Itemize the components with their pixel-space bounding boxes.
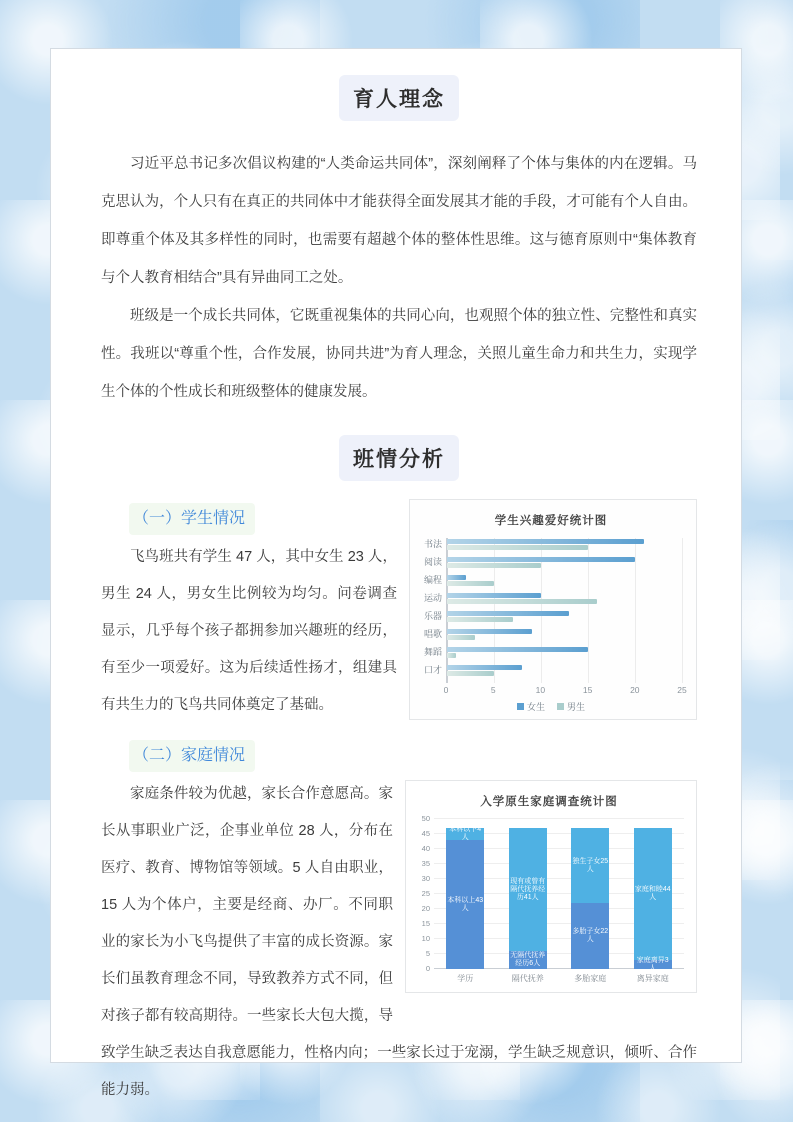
x-tick-label: 25 [677, 685, 687, 695]
boy-bar [447, 599, 597, 604]
bar-pair [447, 593, 682, 604]
families-paragraph: 家庭条件较为优越，家长合作意愿高。家长从事职业广泛，企事业单位 28 人，分布在医疗、教育、博物馆等领域。5 人自由职业，15 人为个体户，主要是经商、办厂。不同职业的家长为小飞鸟提供了丰富的成长资源。家长们虽教育理念不同，导致教养方式不同，但对孩子都有较高期待。一些家长大包大揽，导致学生缺乏表达自我意愿能力，性格内向；一些家长过于宠溺，学生缺乏规意识，倾听、合作能力弱。 [101, 786, 697, 1098]
y-tick-label: 40 [421, 844, 430, 853]
y-tick-label: 50 [421, 814, 430, 823]
boy-bar [447, 563, 541, 568]
stacked-bar [509, 819, 547, 969]
y-tick-label: 10 [421, 934, 430, 943]
bar-pair [447, 665, 682, 676]
girl-bar [447, 611, 569, 616]
students-paragraph: 飞鸟班共有学生 47 人，其中女生 23 人，男生 24 人，男女生比例较为均匀。问卷调查显示，几乎每个孩子都拥参加兴趣班的经历，有至少一项爱好。这为后续适性扬才，组建具有共生力的飞鸟共同体奠定了基础。 [101, 549, 397, 713]
category-label: 阅读 [423, 557, 442, 567]
section-families [101, 734, 697, 1109]
x-tick-label: 5 [490, 685, 496, 695]
interest-chart-legend [420, 700, 682, 713]
stacked-bar [634, 819, 672, 972]
x-tick-label: 20 [630, 685, 640, 695]
segment-label: 无隔代抚养经历6人 [510, 952, 546, 967]
interest-chart-plot [446, 538, 682, 683]
legend-item: 男生 [557, 700, 585, 713]
philosophy-paragraph-1: 习近平总书记多次倡议构建的“人类命运共同体”，深刻阐释了个体与集体的内在逻辑。马克思认为，个人只有在真正的共同体中才能获得全面发展其才能的手段，才可能有个人自由。即尊重个体及其多样性的同时，也需要有超越个体的整体性思维。这与德育原则中“集体教育与个人教育相结合”具有异曲同工之处。 [101, 156, 697, 286]
interest-chart-title: 学生兴趣爱好统计图 [494, 515, 608, 527]
y-tick-label: 25 [421, 889, 430, 898]
bar-segment [571, 828, 609, 903]
interest-chart [409, 499, 697, 720]
x-category-label: 学历 [457, 974, 474, 983]
interest-chart-xaxis [443, 685, 687, 698]
philosophy-paragraph-2: 班级是一个成长共同体，它既重视集体的共同心向，也观照个体的独立性、完整性和真实性。我班以“尊重个性，合作发展，协同共进”为育人理念，关照儿童生命力和共生力，实现学生个体的个性成长和班级整体的健康发展。 [101, 308, 697, 400]
girl-bar [447, 647, 588, 652]
y-tick-label: 15 [421, 919, 430, 928]
segment-label: 多胎子女22人 [572, 928, 609, 943]
family-chart-plot [421, 814, 684, 973]
girl-bar [447, 539, 644, 544]
bar-pair [447, 557, 682, 568]
boy-bar [447, 545, 588, 550]
girl-bar [447, 665, 522, 670]
legend-swatch [517, 703, 524, 710]
x-category-label: 多胎家庭 [574, 974, 607, 983]
segment-label: 独生子女25人 [572, 857, 609, 873]
main-title-philosophy: 育人理念 [339, 75, 459, 121]
category-label: 乐器 [423, 611, 442, 621]
girl-bar [447, 575, 466, 580]
bar-pair [447, 611, 682, 622]
category-label: 唱歌 [423, 629, 442, 639]
category-label: 书法 [423, 539, 442, 549]
segment-label: 本科以上43人 [447, 896, 484, 912]
boy-bar [447, 653, 456, 658]
segment-label: 家庭离异3人 [636, 956, 669, 972]
x-tick-label: 10 [535, 685, 546, 695]
boy-bar [447, 635, 475, 640]
family-chart-bars [434, 819, 684, 972]
bar-segment [446, 840, 484, 969]
bar-pair [447, 647, 682, 658]
x-tick-label: 15 [582, 685, 593, 695]
legend-swatch [557, 703, 564, 710]
boy-bar [447, 581, 494, 586]
interest-chart-labels [420, 538, 446, 683]
category-label: 编程 [423, 575, 442, 585]
legend-item: 女生 [517, 700, 545, 713]
y-tick-label: 20 [421, 904, 430, 913]
bar-segment [634, 956, 672, 972]
family-chart-title: 入学原生家庭调查统计图 [480, 796, 618, 808]
girl-bar [447, 557, 635, 562]
bar-segment [634, 828, 672, 960]
bar-segment [509, 951, 547, 969]
section-students [101, 497, 697, 726]
interest-chart-body [420, 538, 682, 683]
y-tick-label: 35 [421, 859, 430, 868]
y-tick-label: 5 [425, 949, 430, 958]
students-heading: （一）学生情况 [129, 503, 255, 535]
bar-pair [447, 629, 682, 640]
bar-pair [447, 575, 682, 586]
families-heading-row [101, 734, 697, 776]
segment-label: 本科以下4人 [449, 826, 482, 841]
family-chart [405, 780, 697, 993]
bar-pair [447, 539, 682, 550]
families-heading: （二）家庭情况 [129, 740, 255, 772]
y-tick-label: 45 [421, 829, 430, 838]
stacked-bar [571, 819, 609, 969]
family-chart-xaxis [434, 973, 684, 984]
stacked-bar [446, 819, 484, 969]
x-category-label: 隔代抚养 [511, 974, 544, 983]
category-label: 舞蹈 [423, 647, 442, 657]
bar-segment [446, 828, 484, 840]
boy-bar [447, 671, 494, 676]
grid-line [682, 538, 683, 683]
boy-bar [447, 617, 513, 622]
x-category-label: 离异家庭 [636, 974, 669, 983]
segment-label: 家庭和睦44人 [634, 886, 671, 901]
bar-segment [571, 903, 609, 969]
girl-bar [447, 593, 541, 598]
segment-label: 现有或曾有隔代抚养经历41人 [510, 877, 546, 901]
document-sheet [50, 48, 742, 1098]
y-tick-label: 0 [425, 964, 430, 973]
bar-segment [509, 828, 547, 951]
girl-bar [447, 629, 532, 634]
category-label: 口才 [423, 665, 442, 675]
category-label: 运动 [423, 593, 442, 603]
x-tick-label: 0 [443, 685, 449, 695]
main-title-class-analysis: 班情分析 [339, 435, 459, 481]
y-tick-label: 30 [421, 874, 430, 883]
